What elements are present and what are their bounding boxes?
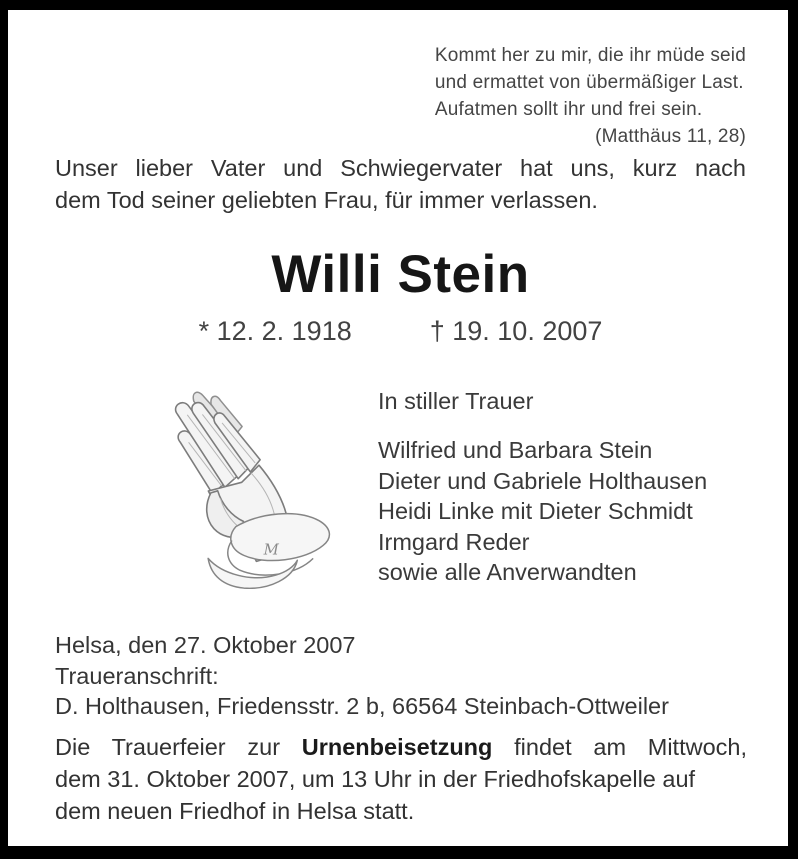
ceremony-block xyxy=(55,731,747,827)
ceremony-line xyxy=(55,731,747,763)
address-block xyxy=(55,630,669,722)
birth-date: * 12. 2. 1918 xyxy=(198,316,352,346)
mourning-block xyxy=(378,386,707,588)
mourner-name: sowie alle Anverwandten xyxy=(378,559,637,585)
mourners-list xyxy=(378,435,707,588)
deceased-name: Willi Stein xyxy=(271,245,530,304)
intro-line: dem Tod seiner geliebten Frau, für immer verlassen. xyxy=(55,187,598,213)
quote-line: Aufatmen sollt ihr und frei sein. xyxy=(434,99,703,120)
intro-line: Unser lieber Vater und Schwiegervater hat uns, kurz nach xyxy=(55,155,746,181)
mourner-name: Irmgard Reder xyxy=(378,528,530,555)
place-date: Helsa, den 27. Oktober 2007 xyxy=(55,632,356,658)
artist-monogram: M xyxy=(263,540,279,559)
ceremony-line: dem 31. Oktober 2007, um 13 Uhr in der Friedhofskapelle auf xyxy=(55,766,696,792)
address-label: Traueranschrift: xyxy=(55,662,219,689)
life-dates xyxy=(55,316,746,347)
mourner-name: Wilfried und Barbara Stein xyxy=(378,437,653,463)
ceremony-text: Die Trauerfeier zur xyxy=(55,734,281,760)
ceremony-text: findet am Mittwoch, xyxy=(514,734,748,760)
intro-paragraph xyxy=(55,152,746,216)
praying-hands-image xyxy=(113,378,331,596)
quote-line: Kommt her zu mir, die ihr müde seid xyxy=(434,45,746,66)
death-date: † 19. 10. 2007 xyxy=(429,316,603,346)
mourner-name: Dieter und Gabriele Holthausen xyxy=(378,467,708,494)
mourner-name: Heidi Linke mit Dieter Schmidt xyxy=(378,498,693,524)
mourning-heading: In stiller Trauer xyxy=(378,388,534,414)
scripture-quote xyxy=(435,42,746,150)
quote-citation: (Matthäus 11, 28) xyxy=(595,126,746,147)
ceremony-highlight: Urnenbeisetzung xyxy=(301,734,493,760)
ceremony-line: dem neuen Friedhof in Helsa statt. xyxy=(55,798,415,824)
mourning-address: D. Holthausen, Friedensstr. 2 b, 66564 Steinbach-Ottweiler xyxy=(55,693,669,719)
quote-line: und ermattet von übermäßiger Last. xyxy=(434,72,744,93)
